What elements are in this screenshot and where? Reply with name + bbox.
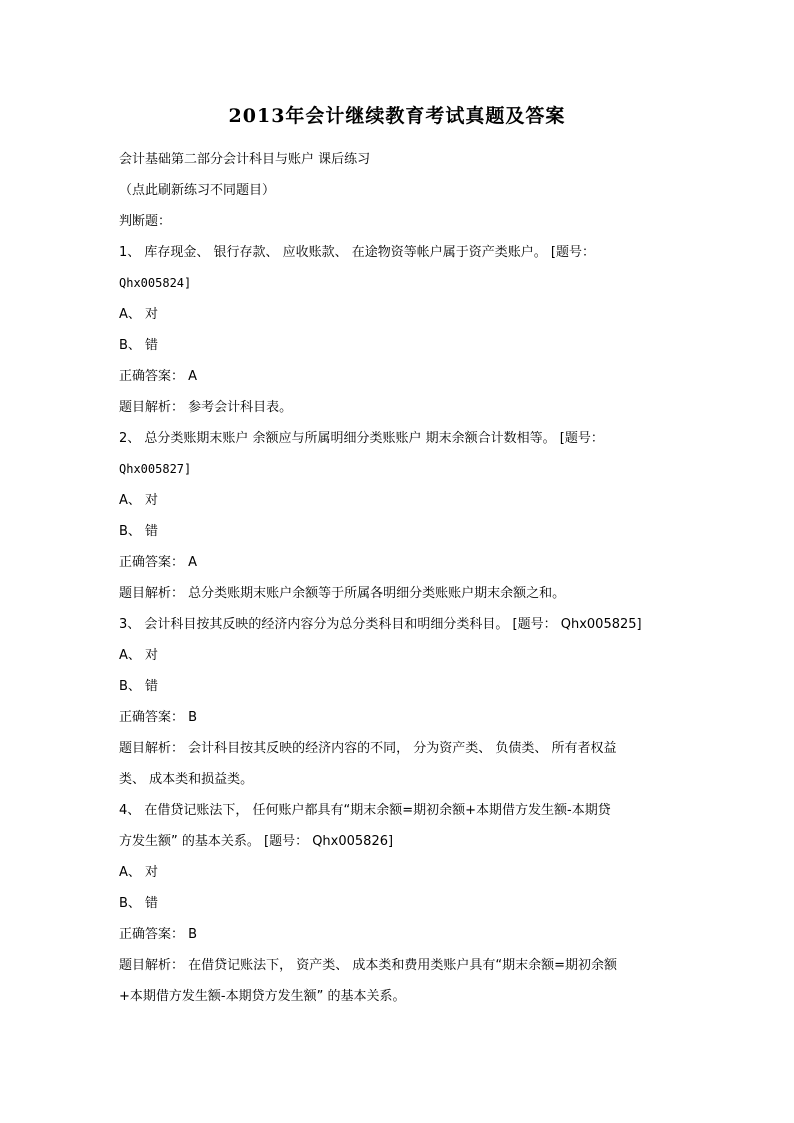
document-title: 2013年会计继续教育考试真题及答案	[228, 105, 566, 127]
option-a: A、 对	[119, 307, 159, 322]
question-text-cont: 方发生额” 的基本关系。 [题号： Qhx005826]	[119, 834, 394, 849]
question-block	[119, 423, 679, 609]
question-block	[119, 609, 679, 795]
option-a: A、 对	[119, 865, 159, 880]
section-label: 判断题：	[119, 214, 172, 229]
option-b: B、 错	[119, 679, 159, 694]
correct-answer: 正确答案： B	[119, 927, 198, 942]
correct-answer: 正确答案： A	[119, 369, 198, 384]
option-b: B、 错	[119, 896, 159, 911]
answer-analysis: 题目解析： 总分类账期末账户余额等于所属各明细分类账账户期末余额之和。	[119, 586, 566, 601]
correct-answer: 正确答案： A	[119, 555, 198, 570]
answer-analysis-cont: 类、 成本类和损益类。	[119, 772, 254, 787]
refresh-link[interactable]: （点此刷新练习不同题目）	[119, 183, 276, 198]
question-text: 2、 总分类账期末账户 余额应与所属明细分类账账户 期末余额合计数相等。 [题号：	[119, 431, 604, 446]
question-text: 4、 在借贷记账法下， 任何账户都具有“期末余额=期初余额+本期借方发生额-本期贷	[119, 803, 611, 818]
document-body	[119, 144, 679, 1012]
answer-analysis-cont: +本期借方发生额-本期贷方发生额” 的基本关系。	[119, 989, 406, 1004]
question-text-cont: Qhx005824]	[119, 276, 192, 290]
option-b: B、 错	[119, 524, 159, 539]
answer-analysis: 题目解析： 在借贷记账法下， 资产类、 成本类和费用类账户具有“期末余额=期初余额	[119, 958, 618, 973]
question-block	[119, 237, 679, 423]
option-b: B、 错	[119, 338, 159, 353]
correct-answer: 正确答案： B	[119, 710, 198, 725]
question-text: 3、 会计科目按其反映的经济内容分为总分类科目和明细分类科目。 [题号： Qhx005825]	[119, 617, 642, 632]
question-block	[119, 795, 679, 1012]
question-text: 1、 库存现金、 银行存款、 应收账款、 在途物资等帐户属于资产类账户。 [题号：	[119, 245, 596, 260]
course-subtitle: 会计基础第二部分会计科目与账户 课后练习	[119, 152, 371, 167]
answer-analysis: 题目解析： 参考会计科目表。	[119, 400, 293, 415]
option-a: A、 对	[119, 648, 159, 663]
option-a: A、 对	[119, 493, 159, 508]
question-text-cont: Qhx005827]	[119, 462, 192, 476]
answer-analysis: 题目解析： 会计科目按其反映的经济内容的不同， 分为资产类、 负债类、 所有者权益	[119, 741, 617, 756]
